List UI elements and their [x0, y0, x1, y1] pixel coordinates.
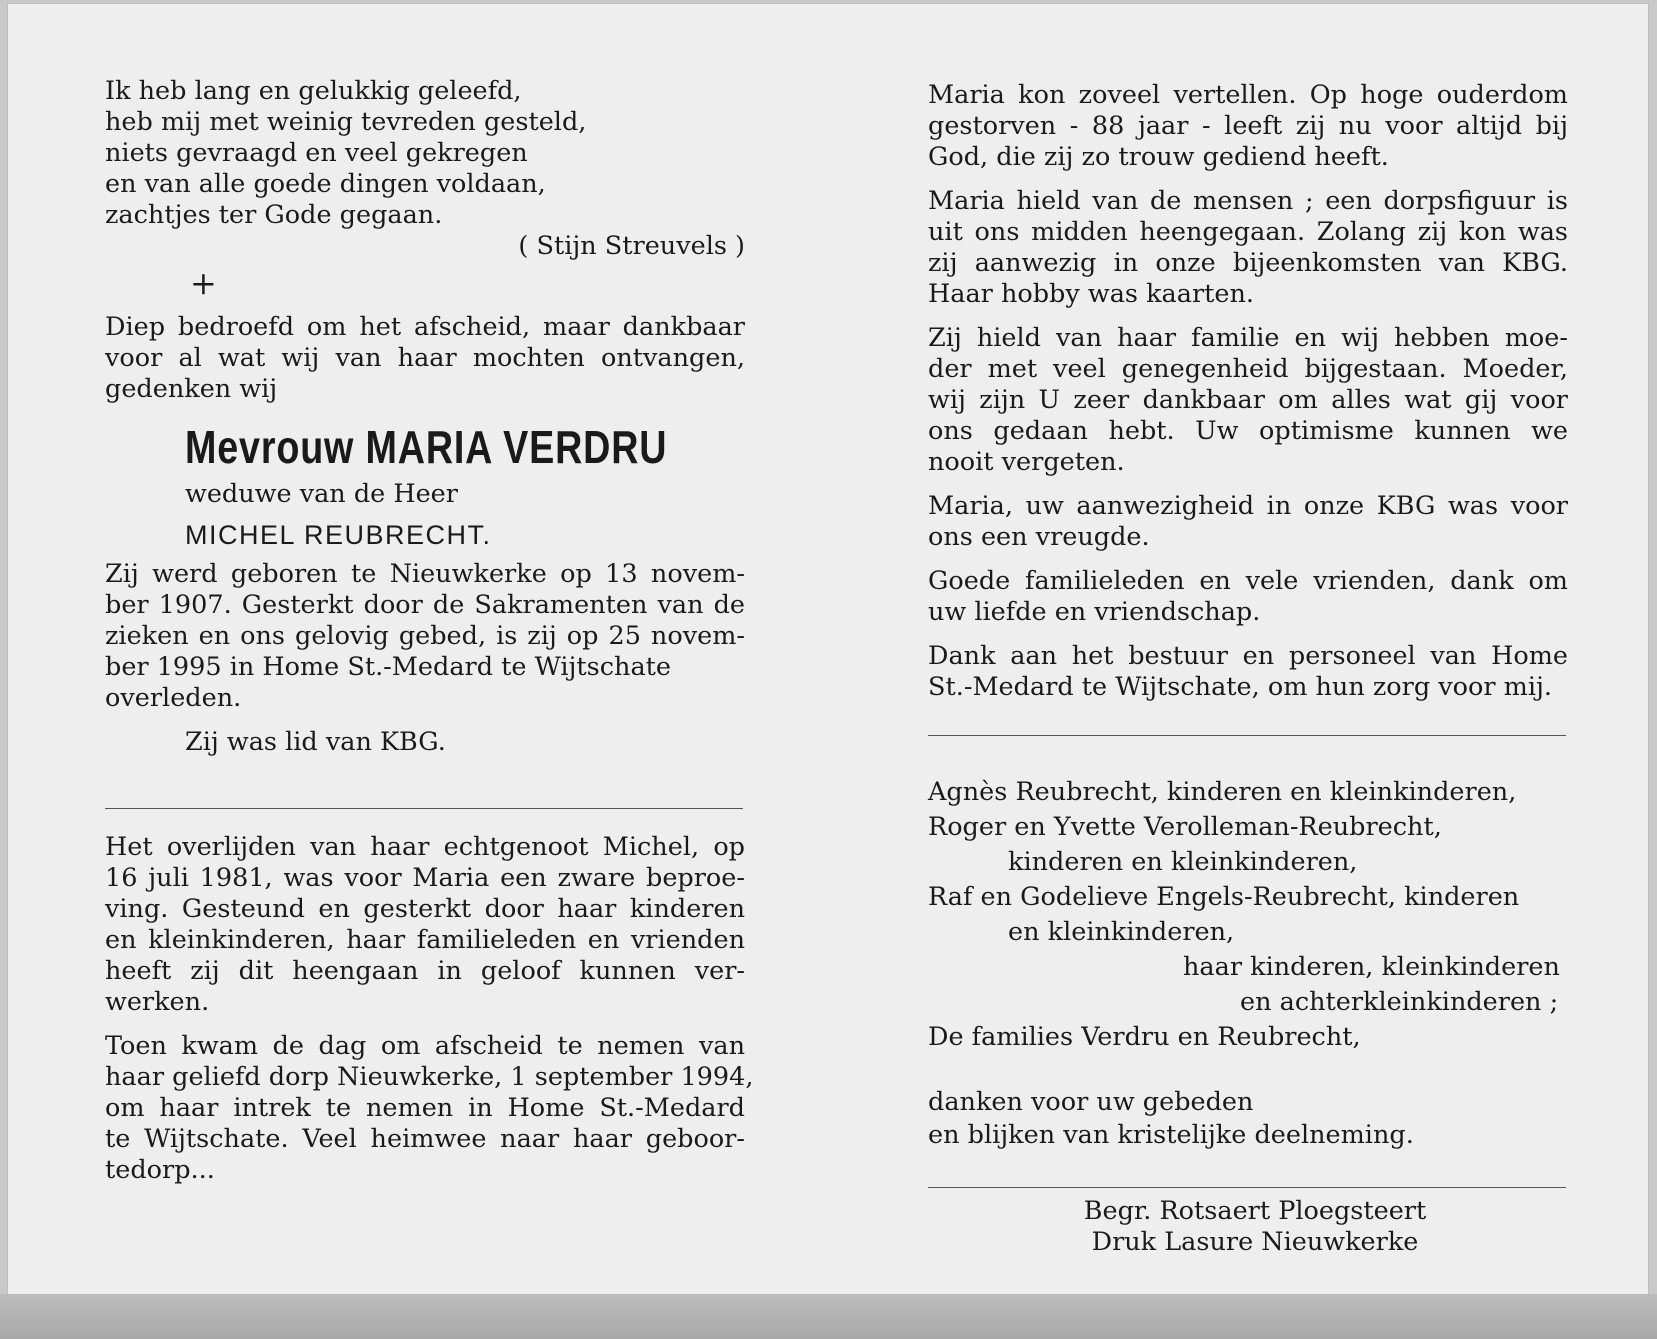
farewell-line: Toen kwam de dag om afscheid te nemen van — [105, 1031, 745, 1061]
intro-line: Diep bedroefd om het afscheid, maar dankbaar — [105, 312, 745, 342]
family-line: Agnès Reubrecht, kinderen en kleinkinderen, — [928, 777, 1517, 807]
right-paragraph — [928, 186, 1568, 310]
family-line: Raf en Godelieve Engels-Reubrecht, kinderen — [928, 882, 1520, 912]
family-line: en kleinkinderen, — [1008, 917, 1235, 947]
husband-line: en kleinkinderen, haar familieleden en vrienden — [105, 925, 745, 955]
husband-line: 16 juli 1981, was voor Maria een zware beproe- — [105, 863, 745, 893]
right-line: Zij hield van haar familie en wij hebben moe- — [928, 323, 1568, 353]
husband-paragraph — [105, 832, 745, 1018]
right-paragraph — [928, 641, 1568, 703]
farewell-line: om haar intrek te nemen in Home St.-Medard — [105, 1093, 745, 1123]
poem-line: zachtjes ter Gode gegaan. — [105, 200, 443, 230]
divider-right-bottom — [928, 1187, 1566, 1188]
member-line: Zij was lid van KBG. — [185, 727, 446, 757]
farewell-line: te Wijtschate. Veel heimwee naar haar geboor- — [105, 1124, 745, 1154]
right-line: zij aanwezig in onze bijeenkomsten van KBG. — [928, 248, 1568, 278]
family-list — [928, 775, 1568, 1055]
birth-line: ber 1995 in Home St.-Medard te Wijtschate — [105, 652, 671, 682]
family-line: Roger en Yvette Verolleman-Reubrecht, — [928, 812, 1442, 842]
right-paragraph — [928, 80, 1568, 173]
poem-line: Ik heb lang en gelukkig geleefd, — [105, 76, 522, 106]
family-line: haar kinderen, kleinkinderen — [1183, 952, 1560, 982]
birth-line: Zij werd geboren te Nieuwkerke op 13 novem- — [105, 559, 745, 589]
thanks-line: danken voor uw gebeden — [928, 1087, 1254, 1117]
birth-line: zieken en ons gelovig gebed, is zij op 25 novem- — [105, 621, 745, 651]
right-line: Dank aan het bestuur en personeel van Home — [928, 641, 1568, 671]
right-line: wij zijn U zeer dankbaar om alles wat gij voor — [928, 385, 1568, 415]
husband-name: MICHEL REUBRECHT. — [185, 520, 492, 550]
right-paragraph — [928, 323, 1568, 478]
right-line: uw liefde en vriendschap. — [928, 597, 1261, 627]
right-line: God, die zij zo trouw gediend heeft. — [928, 142, 1389, 172]
intro-paragraph — [105, 312, 745, 405]
farewell-line: haar geliefd dorp Nieuwkerke, 1 september 1994, — [105, 1062, 754, 1092]
right-line: ons gedaan hebt. Uw optimisme kunnen we — [928, 416, 1568, 446]
intro-line: voor al wat wij van haar mochten ontvangen, — [105, 343, 745, 373]
deceased-name: Mevrouw MARIA VERDRU — [185, 421, 668, 473]
poem-line: niets gevraagd en veel gekregen — [105, 138, 528, 168]
right-paragraph — [928, 491, 1568, 553]
right-line: Maria, uw aanwezigheid in onze KBG was voor — [928, 491, 1568, 521]
right-line: gestorven - 88 jaar - leeft zij nu voor altijd bij — [928, 111, 1568, 141]
husband-line: werken. — [105, 987, 210, 1017]
poem-line: en van alle goede dingen voldaan, — [105, 169, 546, 199]
thanks — [928, 1086, 1568, 1152]
left-lower-column — [105, 832, 754, 1186]
right-line: uit ons midden heengegaan. Zolang zij kon was — [928, 217, 1568, 247]
family-line: en achterkleinkinderen ; — [1240, 987, 1559, 1017]
farewell-paragraph — [105, 1031, 754, 1186]
print-shop: Druk Lasure Nieuwkerke — [1091, 1227, 1419, 1257]
husband-line: heeft zij dit heengaan in geloof kunnen ver- — [105, 956, 745, 986]
intro-line: gedenken wij — [105, 374, 278, 404]
right-line: nooit vergeten. — [928, 447, 1125, 477]
poem-line: heb mij met weinig tevreden gesteld, — [105, 107, 587, 137]
right-line: Goede familieleden en vele vrienden, dank om — [928, 566, 1568, 596]
divider-right-top — [928, 735, 1566, 736]
right-line: ons een vreugde. — [928, 522, 1150, 552]
right-line: der met veel genegenheid bijgestaan. Moeder, — [928, 354, 1568, 384]
husband-line: Het overlijden van haar echtgenoot Michel, op — [105, 832, 745, 862]
widow-of: weduwe van de Heer — [185, 479, 458, 509]
poem — [105, 76, 745, 262]
husband-line: ving. Gesteund en gesterkt door haar kinderen — [105, 894, 745, 924]
farewell-line: tedorp... — [105, 1155, 215, 1185]
right-paragraph — [928, 566, 1568, 628]
cross-icon: + — [190, 264, 217, 302]
divider-left — [105, 808, 743, 809]
right-line: Haar hobby was kaarten. — [928, 279, 1255, 309]
birth-line: overleden. — [105, 683, 242, 713]
printer-credits — [1040, 1196, 1470, 1258]
family-line: kinderen en kleinkinderen, — [1008, 847, 1358, 877]
right-line: St.-Medard te Wijtschate, om hun zorg voor mij. — [928, 672, 1553, 702]
right-column — [928, 80, 1568, 716]
scan-edge — [0, 1294, 1657, 1339]
left-column — [105, 76, 745, 758]
birth-paragraph — [105, 559, 745, 714]
family-line: De families Verdru en Reubrecht, — [928, 1022, 1361, 1052]
right-line: Maria kon zoveel vertellen. Op hoge ouderdom — [928, 80, 1568, 110]
right-line: Maria hield van de mensen ; een dorpsfiguur is — [928, 186, 1568, 216]
thanks-line: en blijken van kristelijke deelneming. — [928, 1120, 1414, 1150]
birth-line: ber 1907. Gesterkt door de Sakramenten van de — [105, 590, 745, 620]
poem-author: ( Stijn Streuvels ) — [518, 231, 745, 261]
undertaker: Begr. Rotsaert Ploegsteert — [1083, 1196, 1427, 1226]
